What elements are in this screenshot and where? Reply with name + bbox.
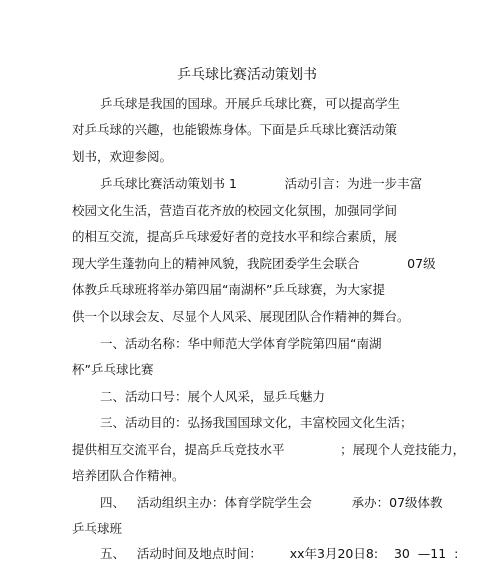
paragraph-line: 乒乓球比赛活动策划书 1 活动引言：为进一步丰富 xyxy=(100,176,423,191)
paragraph-line: 提供相互交流平台，提高乒乓竞技水平 ；展现个人竞技能力， xyxy=(72,442,466,457)
paragraph-line: 乒乓球班 xyxy=(72,521,123,536)
paragraph-line: 体教乒乓球班将举办第四届“南湖杯”乒乓球赛，为大家提 xyxy=(72,282,385,297)
section-heading-line: 四、 活动组织主办：体育学院学生会 承办：07级体教 xyxy=(100,495,443,510)
section-heading-line: 二、活动口号：展个人风采，显乒乓魅力 xyxy=(100,389,326,404)
paragraph-line: 供一个以球会友、尽显个人风采、展现团队合作精神的舞台。 xyxy=(72,309,410,324)
paragraph-line: 划书，欢迎参阅。 xyxy=(72,149,173,164)
paragraph-line: 现大学生蓬勃向上的精神风貌，我院团委学生会联合 07级 xyxy=(72,256,436,271)
section-heading-line: 三、活动目的：弘扬我国国球文化，丰富校园文化生活； xyxy=(100,415,413,430)
document-title: 乒乓球比赛活动策划书 xyxy=(177,67,317,83)
paragraph-line: 的相互交流，提高乒乓球爱好者的竞技水平和综合素质，展 xyxy=(72,229,398,244)
section-heading-line: 一、活动名称：华中师范大学体育学院第四届“南湖 xyxy=(100,336,382,351)
paragraph-line: 对乒乓球的兴趣，也能锻炼身体。下面是乒乓球比赛活动策 xyxy=(72,122,398,137)
section-heading-line: 五、 活动时间及地点时间： xx年3月20日8: 30 —11 : xyxy=(100,546,459,561)
paragraph-line: 乒乓球是我国的国球。开展乒乓球比赛，可以提高学生 xyxy=(100,96,401,111)
paragraph-line: 培养团队合作精神。 xyxy=(72,468,185,483)
paragraph-line: 杯”乒乓球比赛 xyxy=(72,362,154,377)
paragraph-line: 校园文化生活，营造百花齐放的校园文化氛围，加强同学间 xyxy=(72,203,398,218)
